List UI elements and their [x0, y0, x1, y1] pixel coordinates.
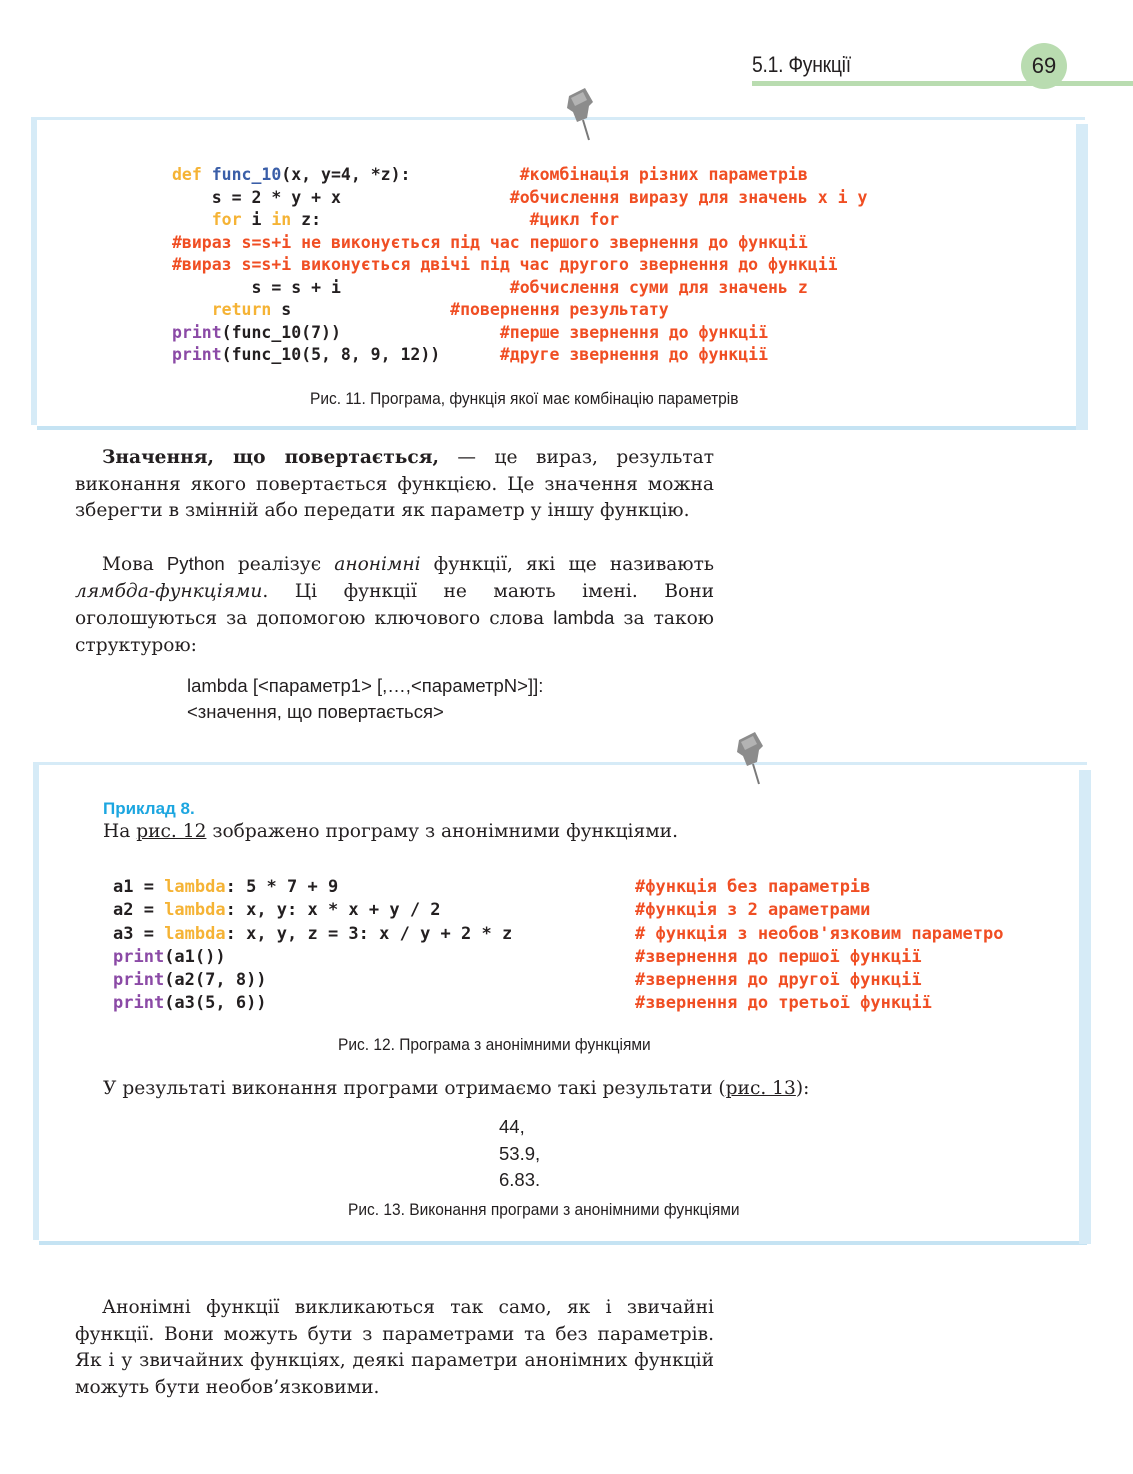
- term-lambda-functions: лямбда-функціями: [75, 580, 263, 602]
- code-comment: # функція з необов'язковим параметро: [635, 923, 1004, 944]
- code-function-name: func_10: [211, 165, 282, 184]
- code-builtin: print: [172, 345, 222, 364]
- figure-13-link[interactable]: рис. 13: [725, 1078, 796, 1099]
- lambda-syntax-line-1: lambda [<параметр1> [,…,<параметрN>]]:: [187, 675, 544, 696]
- code-keyword: lambda: [164, 877, 226, 897]
- paragraph-anonymous-call-text: Анонімні функції викликаються так само, як і звичайні функції. Вони можуть бути з параметрами та без параметрів. Як і у звичайних функціях, деякі параметри анонімних функцій можуть бути необов’язковими.: [75, 1297, 714, 1398]
- output-line: 53.9,: [499, 1142, 541, 1164]
- code-text: a3 =: [113, 923, 165, 944]
- paragraph-anonymous-call: [75, 1295, 714, 1401]
- code-comment: #друге звернення до функції: [499, 345, 769, 364]
- code-text: s: [281, 300, 292, 319]
- result-sentence: [103, 1078, 809, 1099]
- code-listing-figure-12: [113, 876, 512, 1016]
- text-fragment: за такою структурою:: [75, 608, 714, 656]
- figure-12-link[interactable]: рис. 12: [136, 821, 207, 842]
- code-text: [341, 323, 500, 342]
- code-keyword: for: [172, 210, 252, 229]
- text-fragment: ):: [795, 1078, 810, 1099]
- code-line: [172, 254, 867, 277]
- code-text: (a2(7, 8)): [164, 970, 267, 991]
- code-text: (a1()): [164, 946, 226, 967]
- code-comment: #обчислення виразу для значень x і y: [509, 187, 868, 207]
- code-comment: #функція без параметрів: [635, 877, 871, 897]
- code-line: [172, 299, 867, 322]
- code-text: a2 =: [113, 900, 165, 921]
- code-comment: #звернення до другої функції: [635, 970, 922, 991]
- code-text: (func_10(5, 8, 9, 12)): [221, 345, 441, 364]
- code-text: a1 =: [113, 877, 165, 897]
- code-text: [410, 165, 519, 184]
- output-line: 44,: [499, 1116, 525, 1137]
- code-text: (func_10(7)): [221, 322, 341, 342]
- code-builtin: print: [113, 970, 165, 991]
- code-text: [440, 345, 500, 364]
- code-text: s = s + i: [172, 277, 341, 297]
- text-fragment: У результаті виконання програми отримаємо такі результати (: [103, 1078, 726, 1099]
- paragraph-return-value-text: — це вираз, результат виконання якого повертається функцією. Це значення можна зберегти в змінній або передати як параметр у іншу функцію.: [75, 447, 714, 521]
- text-fragment: . Ці функції не мають імені. Вони оголошуються за допомогою ключового слова: [75, 580, 714, 629]
- code-line: [113, 946, 512, 969]
- code-keyword: lambda: [164, 923, 226, 944]
- code-text: : x, y: x * x + y / 2: [225, 900, 441, 921]
- caption-figure-11: Рис. 11. Програма, функція якої має комбінацію параметрів: [310, 390, 739, 408]
- code-text: [291, 300, 450, 319]
- code-comment: #обчислення суми для значень z: [509, 277, 808, 297]
- code-text: (a3(5, 6)): [164, 993, 267, 1014]
- code-text: : x, y, z = 3: x / y + 2 * z: [225, 923, 513, 944]
- section-title: 5.1. Функції: [752, 52, 851, 77]
- box-edge-right: [1076, 124, 1088, 430]
- code-line: [113, 923, 512, 946]
- code-comment: #звернення до першої функції: [635, 946, 922, 967]
- text-fragment: Мова: [102, 554, 167, 575]
- example-title: Приклад 8.: [103, 799, 195, 818]
- code-comment: #повернення результату: [450, 300, 669, 319]
- code-keyword: return: [172, 300, 282, 319]
- program-output: [499, 1114, 540, 1194]
- lambda-syntax-line-2: <значення, що повертається>: [187, 701, 444, 722]
- text-fragment: функції, які ще називають: [420, 554, 714, 575]
- code-builtin: print: [113, 993, 165, 1014]
- code-text: [341, 188, 510, 207]
- text-fragment: реалізує: [224, 554, 335, 575]
- code-keyword: def: [172, 165, 212, 184]
- code-text: [341, 278, 510, 297]
- code-listing-figure-11: [172, 164, 867, 367]
- code-comment: #комбінація різних параметрів: [519, 165, 808, 184]
- code-line: [172, 277, 867, 300]
- code-line: [172, 322, 867, 345]
- caption-figure-12: Рис. 12. Програма з анонімними функціями: [338, 1036, 651, 1054]
- code-line: [172, 232, 867, 255]
- pushpin-icon: [563, 86, 603, 146]
- code-line: [172, 164, 867, 187]
- caption-figure-13: Рис. 13. Виконання програми з анонімними функціями: [348, 1201, 740, 1219]
- code-text: z:: [301, 210, 322, 229]
- code-line: [113, 899, 512, 922]
- code-builtin: print: [172, 322, 222, 342]
- example-intro: [103, 821, 678, 842]
- text-fragment: зображено програму з анонімними функціями.: [206, 821, 678, 842]
- code-text: s = 2 * y + x: [172, 187, 341, 207]
- code-comment: #вираз s=s+i виконується двічі під час другого звернення до функції: [172, 255, 838, 274]
- term-return-value: Значення, що повертається,: [102, 447, 439, 468]
- code-comment: #звернення до третьої функції: [635, 993, 932, 1014]
- code-comment: #перше звернення до функції: [499, 322, 769, 342]
- code-keyword: in: [271, 210, 302, 229]
- code-comments-figure-12: [635, 876, 1065, 1016]
- pushpin-icon: [733, 730, 773, 790]
- code-line: [172, 344, 867, 367]
- code-text: : 5 * 7 + 9: [225, 877, 339, 897]
- code-comment: #вираз s=s+i не виконується під час першого звернення до функції: [172, 232, 808, 252]
- code-comment: #функція з 2 араметрами: [635, 900, 871, 921]
- code-line: [113, 969, 512, 992]
- code-text: [321, 210, 530, 229]
- code-builtin: print: [113, 946, 165, 967]
- header-rule: [752, 81, 1133, 86]
- code-text: (x, y=4, *z):: [281, 165, 411, 184]
- page-number: 69: [1021, 43, 1067, 89]
- code-keyword: lambda: [164, 900, 226, 921]
- output-line: 6.83.: [499, 1169, 541, 1190]
- paragraph-lambda-intro: [75, 551, 714, 659]
- term-lambda-keyword: lambda: [553, 607, 615, 628]
- paragraph-return-value: [75, 445, 714, 525]
- box-edge-right: [1079, 770, 1091, 1244]
- term-python: Python: [166, 553, 225, 574]
- lambda-syntax: [187, 673, 543, 725]
- term-anonymous: анонімні: [334, 554, 421, 575]
- text-fragment: На: [103, 821, 137, 842]
- code-text: i: [251, 210, 272, 229]
- code-line: [113, 992, 512, 1015]
- code-comment: #цикл for: [529, 210, 620, 229]
- code-line: [172, 209, 867, 232]
- code-line: [172, 187, 867, 210]
- code-line: [113, 876, 512, 899]
